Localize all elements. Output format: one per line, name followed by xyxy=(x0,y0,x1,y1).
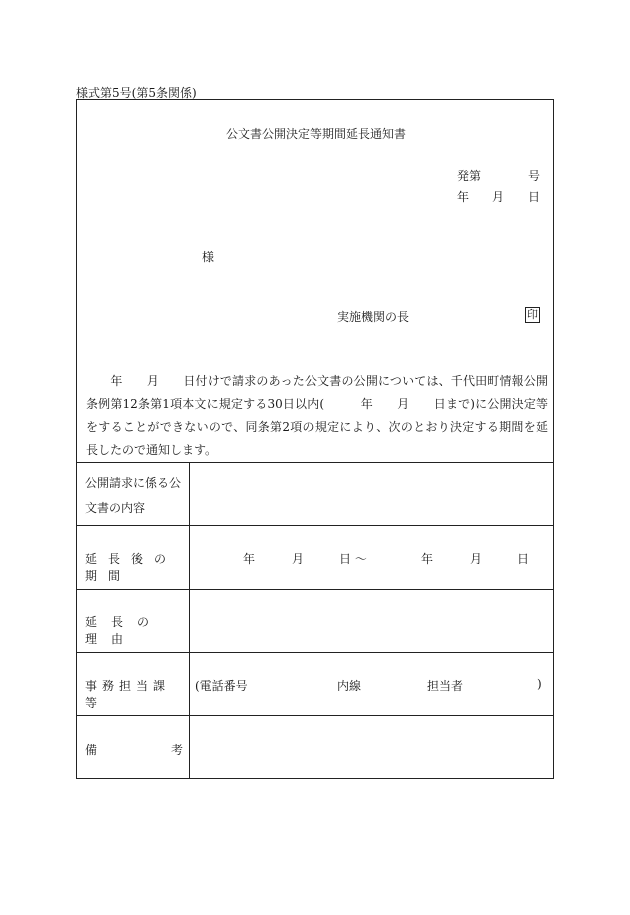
row-label-text: 延長の理由 xyxy=(85,615,164,646)
contact-extension-label: 内線 xyxy=(337,679,362,693)
period-start-year: 年 xyxy=(243,552,256,566)
row-label-text: 延長後の期間 xyxy=(85,552,178,583)
row-label-responsible-section xyxy=(85,677,183,711)
contact-person-label: 担当者 xyxy=(427,679,464,693)
row-label-document-content-line2: 文書の内容 xyxy=(85,501,146,515)
row-divider xyxy=(77,652,553,653)
table-top-border xyxy=(77,462,553,463)
period-end-day: 日 xyxy=(517,552,530,566)
issue-number-suffix: 号 xyxy=(528,169,541,183)
seal-mark: 印 xyxy=(527,308,538,321)
period-start-month: 月 xyxy=(292,552,305,566)
row-label-document-content-line1: 公開請求に係る公 xyxy=(85,476,182,490)
addressee-suffix: 様 xyxy=(202,250,215,264)
issue-date-day: 日 xyxy=(528,190,541,204)
notice-body-text: 年 月 日付けで請求のあった公文書の公開については、千代田町情報公開条例第12条第1項本文に規定する30日以内( 年 月 日まで)に公開決定等をすることができないので、同条第2項の規定により、次のとおり決定する期間を延長したので通知します。 xyxy=(86,374,548,457)
issue-number-prefix: 発第 xyxy=(457,169,482,183)
row-divider xyxy=(77,525,553,526)
row-divider xyxy=(77,589,553,590)
period-end-month: 月 xyxy=(470,552,483,566)
row-label-remarks-right: 考 xyxy=(171,743,184,757)
row-label-extended-period xyxy=(85,550,183,584)
form-number-label: 様式第5号(第5条関係) xyxy=(76,86,197,100)
period-end-year: 年 xyxy=(421,552,434,566)
row-label-extension-reason xyxy=(85,613,183,647)
sender-title: 実施機関の長 xyxy=(337,310,410,324)
contact-phone-label: (電話番号 xyxy=(195,679,248,693)
issue-date-month: 月 xyxy=(492,190,505,204)
label-column-divider xyxy=(189,462,190,778)
row-label-text: 事務担当課等 xyxy=(85,679,171,710)
notice-form xyxy=(76,99,554,779)
row-divider xyxy=(77,715,553,716)
issue-date-year: 年 xyxy=(457,190,470,204)
document-title: 公文書公開決定等期間延長通知書 xyxy=(225,127,406,141)
row-label-remarks-left: 備 xyxy=(85,743,98,757)
contact-close-paren: ) xyxy=(537,677,542,691)
period-start-day: 日 〜 xyxy=(339,552,367,566)
